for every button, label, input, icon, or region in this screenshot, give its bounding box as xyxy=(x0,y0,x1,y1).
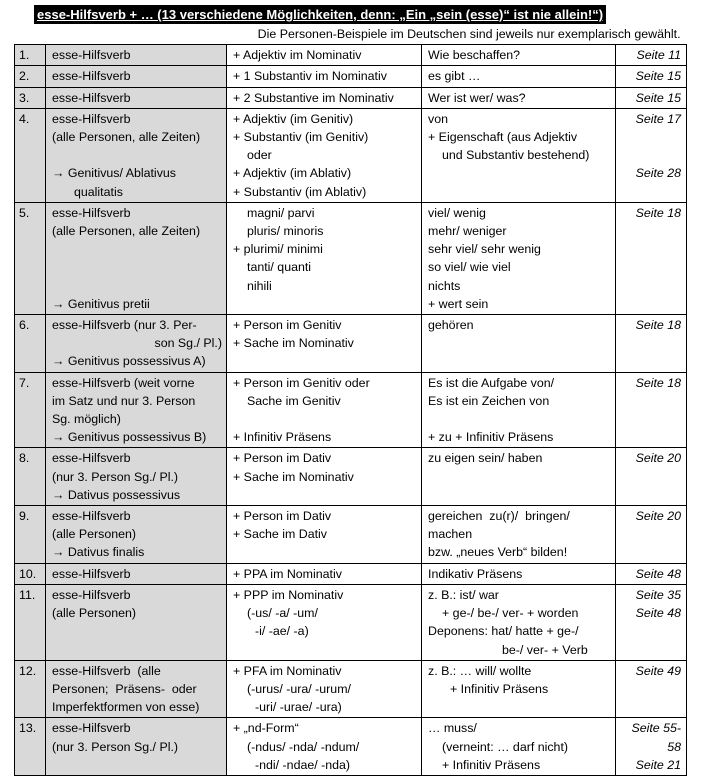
grammar-cell xyxy=(227,448,422,506)
table-row xyxy=(15,45,687,66)
cell-line: + zu + Infinitiv Präsens xyxy=(428,430,554,445)
cell-line: im Satz und nur 3. Person xyxy=(52,393,196,408)
arrow-right-icon: → Genitivus possessivus A) xyxy=(52,352,222,370)
cell-line: + Eigenschaft (aus Adjektiv xyxy=(428,130,578,145)
cell-line: esse-Hilfsverb xyxy=(52,509,131,524)
row-number: 3. xyxy=(15,87,46,108)
table-row xyxy=(15,660,687,718)
cell-line: + Substantiv (im Genitiv) xyxy=(233,130,369,145)
cell-line: Es ist die Aufgabe von/ xyxy=(428,375,555,390)
cell-line: Seite 55- xyxy=(631,721,682,736)
cell-line: + 1 Substantiv im Nominativ xyxy=(233,69,387,84)
grammar-cell xyxy=(227,718,422,776)
row-number: 9. xyxy=(15,506,46,564)
cell-line: Seite 15 xyxy=(635,90,682,105)
row-number: 1. xyxy=(15,45,46,66)
cell-line: esse-Hilfsverb xyxy=(52,566,131,581)
subject-cell xyxy=(46,372,227,448)
row-number: 10. xyxy=(15,563,46,584)
cell-line: esse-Hilfsverb xyxy=(52,587,131,602)
cell-line: (nur 3. Person Sg./ Pl.) xyxy=(52,739,179,754)
cell-line: (alle Personen, alle Zeiten) xyxy=(52,130,201,145)
cell-line: esse-Hilfsverb xyxy=(52,205,131,220)
cell-line: Seite 11 xyxy=(636,48,682,63)
meaning-cell xyxy=(422,87,616,108)
cell-line: + plurimi/ minimi xyxy=(233,242,323,257)
cell-line: Imperfektformen von esse) xyxy=(52,700,200,715)
cell-line: + Sache im Nominativ xyxy=(233,336,354,351)
page-cell xyxy=(616,66,687,87)
cell-line: + Person im Genitiv oder xyxy=(233,375,370,390)
cell-line: Seite 18 xyxy=(635,318,682,333)
cell-line: magni/ parvi xyxy=(247,205,315,220)
cell-line: + Infinitiv Präsens xyxy=(442,757,541,772)
cell-line: (nur 3. Person Sg./ Pl.) xyxy=(52,469,179,484)
row-number: 5. xyxy=(15,202,46,314)
cell-line: + Sache im Nominativ xyxy=(233,469,354,484)
cell-line: Seite 21 xyxy=(635,757,682,772)
page-cell xyxy=(616,87,687,108)
cell-line: … muss/ xyxy=(428,721,477,736)
cell-line: Seite 15 xyxy=(635,69,682,84)
subject-cell xyxy=(46,315,227,373)
cell-line: + „nd-Form“ xyxy=(233,721,299,736)
cell-line: + Person im Dativ xyxy=(233,451,332,466)
subject-cell xyxy=(46,584,227,660)
meaning-cell xyxy=(422,45,616,66)
cell-line: + Person im Dativ xyxy=(233,509,332,524)
cell-line: Es ist ein Zeichen von xyxy=(428,393,550,408)
cell-line: nichts xyxy=(428,278,461,293)
cell-line: Personen; Präsens- oder xyxy=(52,681,197,696)
row-number: 7. xyxy=(15,372,46,448)
page-cell xyxy=(616,372,687,448)
table-row xyxy=(15,506,687,564)
cell-line: Wie beschaffen? xyxy=(428,48,521,63)
table-row xyxy=(15,372,687,448)
row-number: 13. xyxy=(15,718,46,776)
cell-line: Seite 48 xyxy=(635,566,682,581)
table-row xyxy=(15,448,687,506)
cell-line: esse-Hilfsverb xyxy=(52,69,131,84)
cell-line: mehr/ weniger xyxy=(428,224,507,239)
cell-line: + PPP im Nominativ xyxy=(233,587,344,602)
cell-line: + wert sein xyxy=(428,296,489,311)
cell-line: + PPA im Nominativ xyxy=(233,566,342,581)
table-row xyxy=(15,584,687,660)
cell-line: + Infinitiv Präsens xyxy=(450,681,549,696)
cell-line: (alle Personen) xyxy=(52,527,137,542)
row-number: 12. xyxy=(15,660,46,718)
cell-line: + Person im Genitiv xyxy=(233,318,342,333)
cell-line: es gibt … xyxy=(428,69,481,84)
cell-line: tanti/ quanti xyxy=(247,260,312,275)
cell-line: so viel/ wie viel xyxy=(428,260,511,275)
meaning-cell xyxy=(422,202,616,314)
page-cell xyxy=(616,202,687,314)
subject-cell xyxy=(46,718,227,776)
grammar-cell xyxy=(227,45,422,66)
title-bar xyxy=(0,0,703,26)
cell-line: + Sache im Dativ xyxy=(233,527,328,542)
subject-cell xyxy=(46,448,227,506)
cell-line: Seite 17 xyxy=(635,111,682,126)
cell-line: Seite 49 xyxy=(635,663,682,678)
cell-line: esse-Hilfsverb (weit vorne xyxy=(52,375,195,390)
cell-line: gehören xyxy=(428,318,474,333)
cell-line: -uri/ -urae/ -ura) xyxy=(255,700,342,715)
cell-line: Sg. möglich) xyxy=(52,412,121,427)
subject-cell xyxy=(46,87,227,108)
subject-cell xyxy=(46,45,227,66)
table-row xyxy=(15,66,687,87)
table-row xyxy=(15,718,687,776)
meaning-cell xyxy=(422,584,616,660)
page-cell xyxy=(616,448,687,506)
cell-line: esse-Hilfsverb xyxy=(52,721,131,736)
cell-line: (-ndus/ -nda/ -ndum/ xyxy=(247,739,360,754)
table-note-row xyxy=(15,24,687,45)
meaning-cell xyxy=(422,660,616,718)
arrow-right-icon: → Genitivus/ Ablativus xyxy=(52,164,222,182)
meaning-cell xyxy=(422,66,616,87)
cell-line: qualitatis xyxy=(74,184,123,199)
grammar-cell xyxy=(227,660,422,718)
grammar-cell xyxy=(227,315,422,373)
cell-line: esse-Hilfsverb xyxy=(52,111,131,126)
page-cell xyxy=(616,108,687,202)
table-row xyxy=(15,202,687,314)
arrow-right-icon: → Genitivus pretii xyxy=(52,295,222,313)
table-row xyxy=(15,563,687,584)
page-cell xyxy=(616,660,687,718)
subject-cell xyxy=(46,506,227,564)
arrow-right-icon: → Dativus finalis xyxy=(52,543,222,561)
cell-line: + 2 Substantive im Nominativ xyxy=(233,90,394,105)
cell-line: + Infinitiv Präsens xyxy=(233,430,332,445)
cell-line: von xyxy=(428,111,448,126)
subject-cell xyxy=(46,660,227,718)
cell-line: und Substantiv bestehend) xyxy=(442,148,590,163)
cell-line: z. B.: ist/ war xyxy=(428,587,499,602)
subject-cell xyxy=(46,563,227,584)
meaning-cell xyxy=(422,108,616,202)
grammar-cell xyxy=(227,108,422,202)
arrow-right-icon: → Genitivus possessivus B) xyxy=(52,428,222,446)
cell-line: -i/ -ae/ -a) xyxy=(255,624,309,639)
cell-line: pluris/ minoris xyxy=(247,224,324,239)
cell-line: son Sg./ Pl.) xyxy=(154,336,222,351)
table-note: Die Personen-Beispiele im Deutschen sind jeweils nur exemplarisch gewählt. xyxy=(15,24,687,45)
cell-line: esse-Hilfsverb xyxy=(52,90,131,105)
cell-line: + Adjektiv (im Ablativ) xyxy=(233,166,352,181)
grammar-cell xyxy=(227,202,422,314)
cell-line: esse-Hilfsverb (nur 3. Per- xyxy=(52,318,197,333)
grammar-cell xyxy=(227,87,422,108)
cell-line: viel/ wenig xyxy=(428,205,486,220)
page-cell xyxy=(616,315,687,373)
cell-line: bzw. „neues Verb“ bilden! xyxy=(428,545,568,560)
grammar-cell xyxy=(227,66,422,87)
row-number: 2. xyxy=(15,66,46,87)
cell-line: Indikativ Präsens xyxy=(428,566,523,581)
page-cell xyxy=(616,45,687,66)
cell-line: gereichen zu(r)/ bringen/ xyxy=(428,509,570,524)
cell-line: machen xyxy=(428,527,473,542)
page-cell xyxy=(616,584,687,660)
row-number: 6. xyxy=(15,315,46,373)
page-cell xyxy=(616,563,687,584)
cell-line: (alle Personen) xyxy=(52,606,137,621)
cell-line: + ge-/ be-/ ver- + worden xyxy=(442,606,579,621)
meaning-cell xyxy=(422,372,616,448)
cell-line: + Adjektiv im Nominativ xyxy=(233,48,362,63)
cell-line: Wer ist wer/ was? xyxy=(428,90,526,105)
arrow-right-icon: → Dativus possessivus xyxy=(52,486,222,504)
cell-line: + Adjektiv (im Genitiv) xyxy=(233,111,354,126)
cell-line: z. B.: … will/ wollte xyxy=(428,663,532,678)
meaning-cell xyxy=(422,448,616,506)
cell-line: esse-Hilfsverb xyxy=(52,48,131,63)
grammar-cell xyxy=(227,563,422,584)
cell-line: Seite 18 xyxy=(635,375,682,390)
row-number: 11. xyxy=(15,584,46,660)
cell-line: Deponens: hat/ hatte + ge-/ xyxy=(428,624,579,639)
esse-table xyxy=(14,24,687,776)
page-cell xyxy=(616,718,687,776)
table-row xyxy=(15,87,687,108)
meaning-cell xyxy=(422,718,616,776)
cell-line: Seite 20 xyxy=(635,509,682,524)
cell-line: (verneint: … darf nicht) xyxy=(442,739,569,754)
subject-cell xyxy=(46,66,227,87)
table-row xyxy=(15,108,687,202)
cell-line: esse-Hilfsverb (alle xyxy=(52,663,161,678)
grammar-cell xyxy=(227,372,422,448)
cell-line: be-/ ver- + Verb xyxy=(502,642,588,657)
cell-line: nihili xyxy=(247,278,272,293)
cell-line: zu eigen sein/ haben xyxy=(428,451,543,466)
cell-line: 58 xyxy=(667,739,682,754)
cell-line: (-urus/ -ura/ -urum/ xyxy=(247,681,351,696)
meaning-cell xyxy=(422,315,616,373)
page-cell xyxy=(616,506,687,564)
meaning-cell xyxy=(422,506,616,564)
table-row xyxy=(15,315,687,373)
cell-line: sehr viel/ sehr wenig xyxy=(428,242,541,257)
cell-line: Seite 20 xyxy=(635,451,682,466)
subject-cell xyxy=(46,108,227,202)
cell-line: Seite 28 xyxy=(635,166,682,181)
cell-line: (alle Personen, alle Zeiten) xyxy=(52,224,201,239)
cell-line: Seite 35 xyxy=(635,587,682,602)
grammar-cell xyxy=(227,506,422,564)
cell-line: -ndi/ -ndae/ -nda) xyxy=(255,757,351,772)
cell-line: esse-Hilfsverb xyxy=(52,451,131,466)
cell-line: Seite 48 xyxy=(635,606,682,621)
row-number: 4. xyxy=(15,108,46,202)
subject-cell xyxy=(46,202,227,314)
cell-line: Sache im Genitiv xyxy=(247,393,341,408)
cell-line: (-us/ -a/ -um/ xyxy=(247,606,318,621)
cell-line: oder xyxy=(247,148,272,163)
meaning-cell xyxy=(422,563,616,584)
cell-line: + Substantiv (im Ablativ) xyxy=(233,184,367,199)
row-number: 8. xyxy=(15,448,46,506)
cell-line: Seite 18 xyxy=(635,205,682,220)
cell-line: + PFA im Nominativ xyxy=(233,663,342,678)
document-title: esse-Hilfsverb + … (13 verschiedene Möglichkeiten, denn: „Ein „sein (esse)“ ist nie allein!“) xyxy=(34,5,606,24)
grammar-cell xyxy=(227,584,422,660)
